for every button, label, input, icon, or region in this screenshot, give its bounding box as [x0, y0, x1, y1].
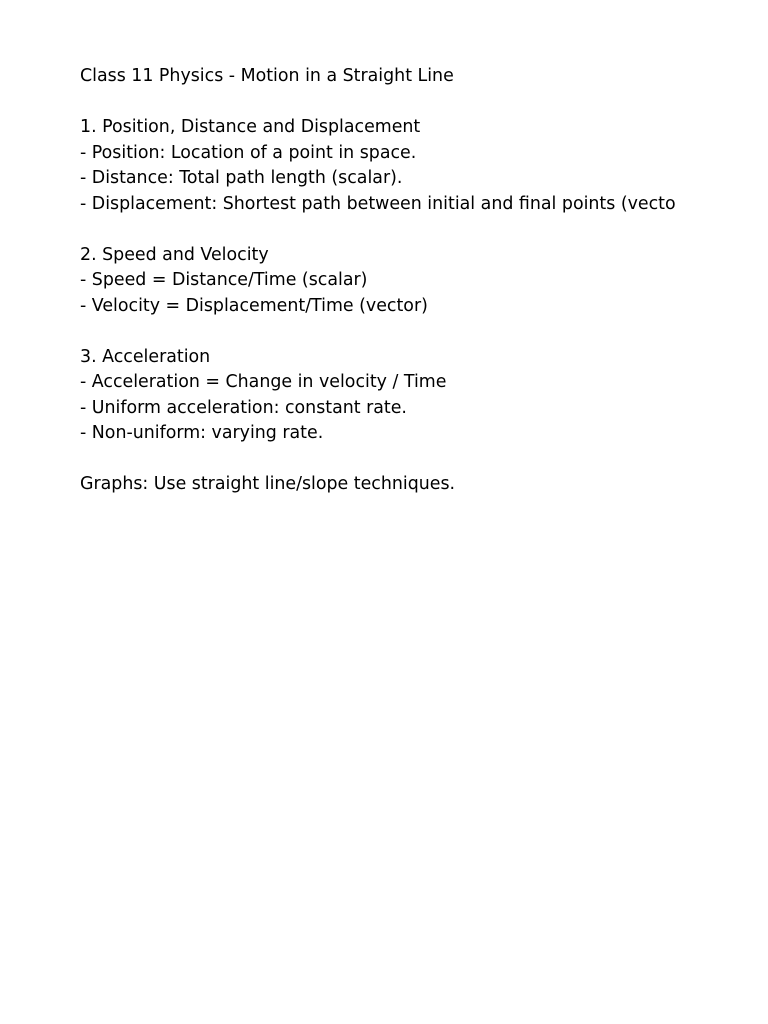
section-line: - Acceleration = Change in velocity / Time — [80, 372, 447, 392]
footer-note: Graphs: Use straight line/slope techniques. — [80, 474, 456, 494]
section-line: - Velocity = Displacement/Time (vector) — [80, 295, 428, 316]
section-heading-acceleration: 3. Acceleration — [80, 346, 211, 367]
spacer — [80, 90, 732, 116]
section-line: - Distance: Total path length (scalar). — [80, 168, 403, 188]
section-line: - Non-uniform: varying rate. — [80, 423, 324, 443]
spacer — [80, 447, 732, 473]
spacer — [80, 217, 732, 243]
section-line: - Position: Location of a point in space. — [80, 142, 417, 163]
section-line: - Speed = Distance/Time (scalar) — [80, 270, 368, 290]
section-heading-speed: 2. Speed and Velocity — [80, 244, 269, 265]
document-page — [80, 64, 732, 498]
spacer — [80, 319, 732, 345]
section-line: - Displacement: Shortest path between initial and final points (vecto — [80, 193, 676, 214]
section-heading-position: 1. Position, Distance and Displacement — [80, 117, 421, 137]
document-title: Class 11 Physics - Motion in a Straight Line — [80, 66, 454, 86]
section-line: - Uniform acceleration: constant rate. — [80, 397, 407, 418]
